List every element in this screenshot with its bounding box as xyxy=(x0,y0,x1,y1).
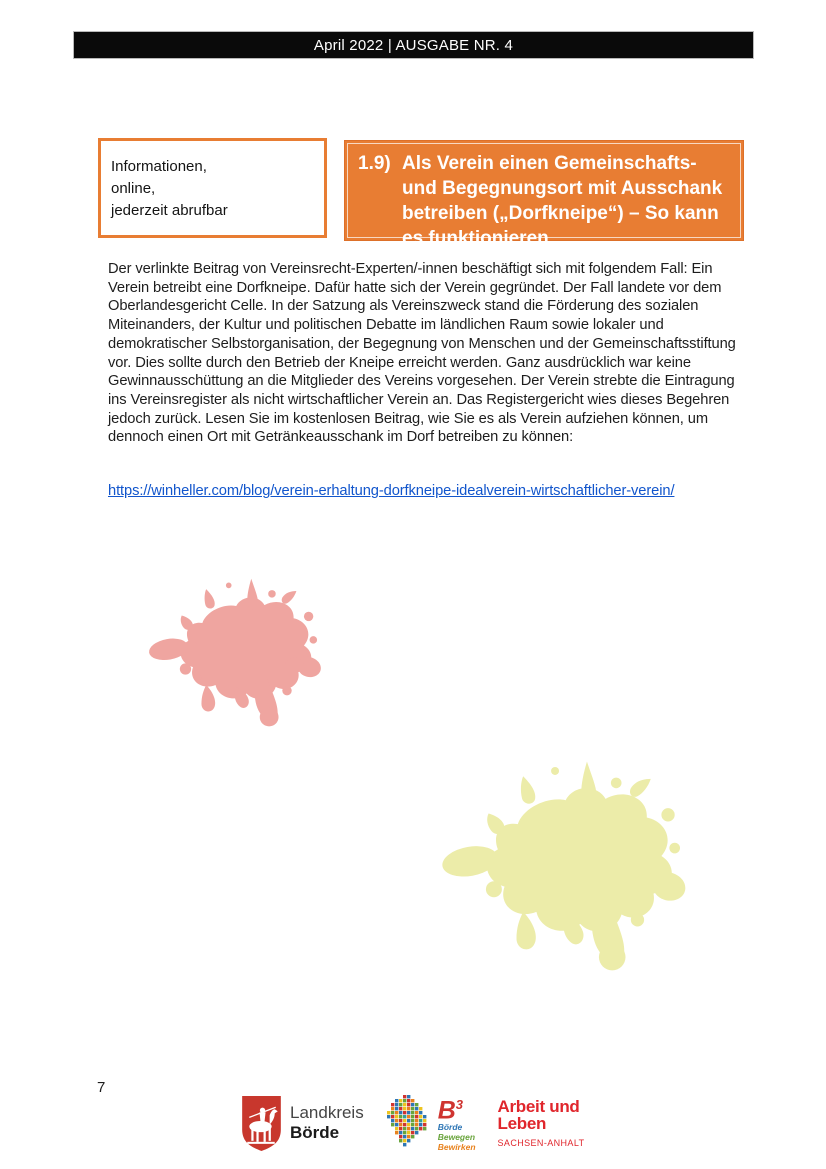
article-link-row xyxy=(108,482,745,500)
info-box-line: online, xyxy=(111,179,156,197)
arbeit-und-leben-wordmark xyxy=(498,1098,585,1148)
boerde-label: Börde xyxy=(290,1123,340,1142)
section-number: 1.9) xyxy=(358,153,391,174)
sachsen-anhalt-label: SACHSEN-ANHALT xyxy=(497,1138,585,1148)
footer-logos xyxy=(241,1091,584,1155)
info-box xyxy=(98,138,327,238)
section-title-box xyxy=(344,140,744,249)
page-number: 7 xyxy=(97,1079,106,1096)
b3-words xyxy=(438,1122,476,1152)
arbeit-und-leben-logo xyxy=(498,1098,585,1148)
arbeit-und-label: Arbeit und xyxy=(497,1097,580,1116)
b3-word-bewirken: Bewirken xyxy=(437,1141,476,1152)
section-title: Als Verein einen Gemeinschafts- und Begegnungsort mit Ausschank betreiben („Dorfkneipe“) – So kann es funktionieren xyxy=(402,153,723,249)
b3-mosaic-icon xyxy=(386,1094,432,1152)
leben-label: Leben xyxy=(497,1114,547,1133)
landkreis-boerde-crest-icon xyxy=(241,1095,282,1152)
info-box-line: jederzeit abrufbar xyxy=(111,201,228,219)
b3-word-bewegen: Bewegen xyxy=(437,1131,476,1142)
landkreis-boerde-logo xyxy=(241,1095,364,1152)
b3-logo xyxy=(386,1094,476,1152)
b3-word-boerde: Börde xyxy=(437,1121,463,1132)
paint-splat-yellow-icon xyxy=(438,755,704,981)
landkreis-label: Landkreis xyxy=(290,1103,364,1122)
header-title: April 2022 | AUSGABE NR. 4 xyxy=(313,36,514,54)
landkreis-boerde-wordmark xyxy=(290,1103,364,1143)
info-box-line: Informationen, xyxy=(111,157,207,175)
b3-wordmark xyxy=(438,1094,476,1151)
article-link[interactable]: https://winheller.com/blog/verein-erhaltung-dorfkneipe-idealverein-wirtschaftlicher-verein/ xyxy=(108,483,675,499)
article-paragraph: Der verlinkte Beitrag von Vereinsrecht-Experten/-innen beschäftigt sich mit folgendem Fall: Ein Verein betreibt eine Dorfkneipe. Dafür hatte sich der Verein gegründet. Der Fall landete vor dem Oberlandesgericht Celle. In der Satzung als Vereinszweck stand die Förderung des sozialen Miteinanders, der Kultur und politischen Debatte im ländlichen Raum sowie lokaler und demokratischer Selbstorganisation, der Begegnung von Menschen und der Gemeinschaftsstiftung vor. Dies sollte durch den Betrieb der Kneipe erreicht werden. Ganz ausdrücklich war keine Gewinnausschüttung an die Mitglieder des Vereins vorgesehen. Der Verein strebte die Eintragung ins Vereinsregister als nicht wirtschaftlicher Verein an. Das Registergericht wies dieses Begehren jedoch zurück. Lesen Sie im kostenlosen Beitrag, wie Sie es als Verein aufziehen können, um dennoch einen Ort mit Getränkeausschank im Dorf betreiben zu können: xyxy=(108,261,736,446)
header-bar xyxy=(73,31,754,59)
paint-splat-pink-icon xyxy=(146,574,334,734)
b3-letter: $B^3$ xyxy=(437,1096,464,1125)
